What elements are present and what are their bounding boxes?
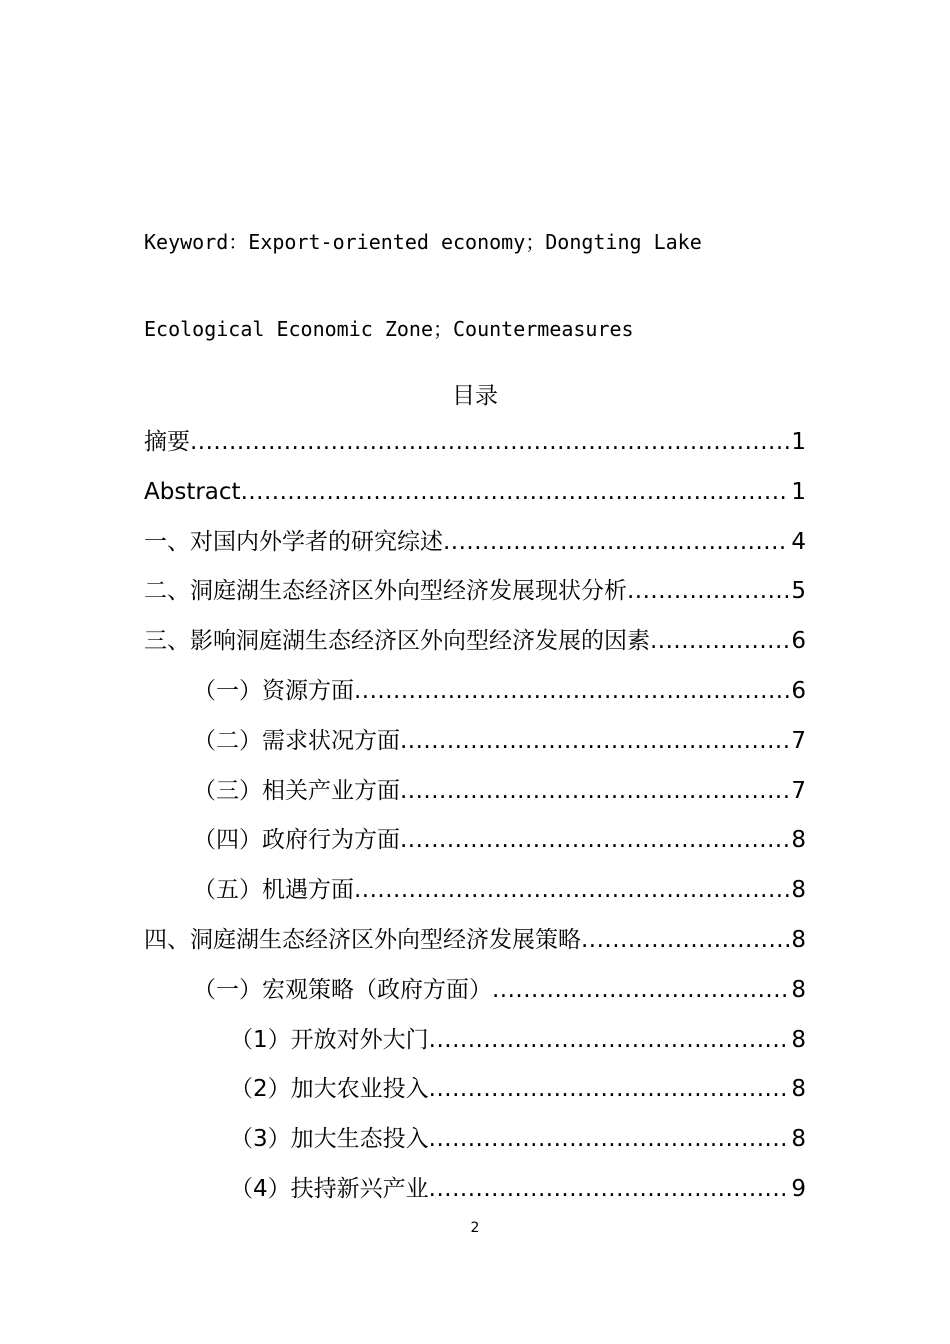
toc-entry-page: 7 (791, 727, 806, 754)
toc-entry-page: 8 (791, 827, 806, 854)
toc-entry-page: 5 (791, 578, 806, 605)
toc-leader-dots (354, 670, 789, 712)
toc-leader-dots (400, 819, 789, 861)
toc-entry-title: Abstract (144, 478, 241, 505)
toc-entry-page: 4 (791, 528, 806, 555)
toc-entry-page: 1 (791, 429, 806, 455)
toc-entry-title: 摘要 (144, 429, 190, 455)
toc-entry-title: 三、影响洞庭湖生态经济区外向型经济发展的因素 (144, 628, 650, 655)
toc-entry-title: （二）需求状况方面 (193, 727, 400, 754)
toc-leader-dots (400, 720, 789, 762)
toc-entry-title: （2）加大农业投入 (230, 1076, 429, 1103)
toc-entry-page: 9 (791, 1175, 806, 1202)
toc-entry[interactable] (144, 670, 806, 720)
toc-entry-page: 6 (791, 677, 806, 704)
toc-leader-dots (429, 1019, 790, 1061)
toc-entry-title: （一）宏观策略（政府方面） (193, 976, 492, 1003)
toc-entry[interactable] (144, 521, 806, 571)
table-of-contents (144, 421, 806, 1218)
toc-leader-dots (581, 919, 789, 961)
toc-entry-title: （三）相关产业方面 (193, 777, 400, 804)
toc-entry[interactable] (144, 1118, 806, 1168)
toc-leader-dots (190, 421, 789, 463)
toc-entry-title: （五）机遇方面 (193, 877, 354, 904)
toc-entry-page: 8 (791, 1126, 806, 1153)
toc-entry-page: 1 (791, 478, 806, 505)
keywords-line-2: Ecological Economic Zone；Countermeasures (144, 317, 634, 341)
toc-entry-page: 8 (791, 1026, 806, 1053)
toc-leader-dots (241, 471, 790, 513)
toc-entry-page: 7 (791, 777, 806, 804)
toc-leader-dots (429, 1068, 790, 1110)
toc-leader-dots (492, 969, 789, 1011)
toc-entry[interactable] (144, 1068, 806, 1118)
toc-entry-title: （一）资源方面 (193, 677, 354, 704)
toc-entry[interactable] (144, 919, 806, 969)
toc-entry[interactable] (144, 471, 806, 521)
toc-entry[interactable] (144, 720, 806, 770)
toc-entry[interactable] (144, 620, 806, 670)
keywords-line-1: Keyword：Export-oriented economy；Dongting Lake (144, 230, 702, 254)
keywords-block (144, 170, 824, 373)
toc-entry-page: 8 (791, 1076, 806, 1103)
toc-leader-dots (429, 1168, 790, 1210)
toc-entry[interactable] (144, 1168, 806, 1218)
toc-entry-title: （1）开放对外大门 (230, 1026, 429, 1053)
toc-entry[interactable] (144, 819, 806, 869)
toc-title: 目录 (452, 383, 498, 409)
page-number: 2 (470, 1220, 480, 1236)
toc-entry[interactable] (144, 969, 806, 1019)
toc-entry-page: 6 (791, 628, 806, 655)
toc-entry-title: （四）政府行为方面 (193, 827, 400, 854)
toc-leader-dots (650, 620, 789, 662)
toc-entry-page: 8 (791, 877, 806, 904)
toc-entry-title: 四、洞庭湖生态经济区外向型经济发展策略 (144, 926, 581, 953)
toc-entry-page: 8 (791, 926, 806, 953)
toc-leader-dots (443, 521, 789, 563)
toc-leader-dots (354, 869, 789, 911)
toc-entry-page: 8 (791, 976, 806, 1003)
toc-leader-dots (429, 1118, 790, 1160)
toc-leader-dots (400, 770, 789, 812)
toc-entry-title: 一、对国内外学者的研究综述 (144, 528, 443, 555)
toc-entry-title: （3）加大生态投入 (230, 1126, 429, 1153)
toc-entry-title: （4）扶持新兴产业 (230, 1175, 429, 1202)
toc-entry[interactable] (144, 770, 806, 820)
toc-entry[interactable] (144, 570, 806, 620)
toc-entry[interactable] (144, 869, 806, 919)
toc-entry[interactable] (144, 421, 806, 471)
toc-entry[interactable] (144, 1019, 806, 1069)
toc-leader-dots (627, 570, 789, 612)
toc-entry-title: 二、洞庭湖生态经济区外向型经济发展现状分析 (144, 578, 627, 605)
